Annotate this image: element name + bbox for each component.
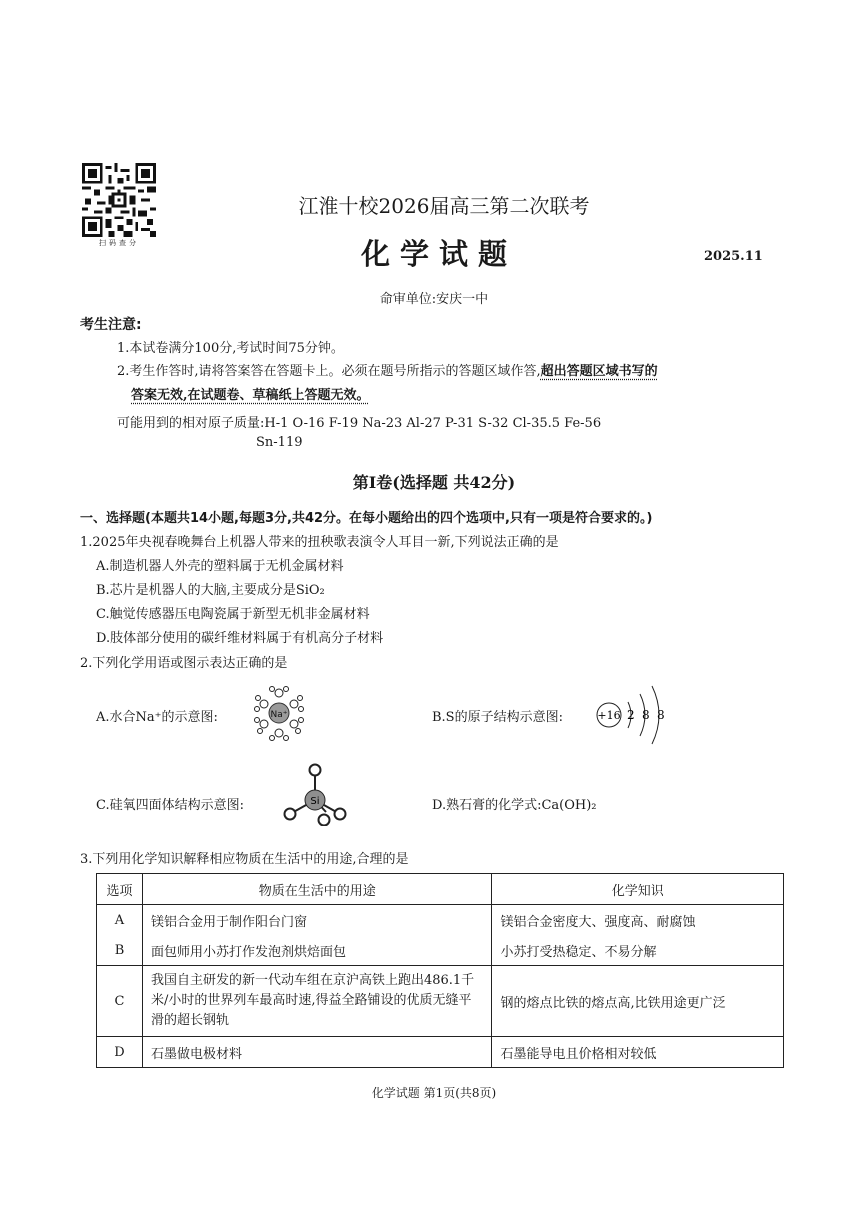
maker-unit: 命审单位:安庆一中 (379, 292, 489, 307)
atomic-masses-cont: Sn-119 (256, 435, 303, 450)
q1-option-b: B.芯片是机器人的大脑,主要成分是SiO₂ (96, 583, 325, 598)
q1-option-c: C.触觉传感器压电陶瓷属于新型无机非金属材料 (96, 607, 370, 622)
shell-2: 8 (642, 708, 650, 722)
shell-1: 2 (627, 708, 635, 722)
notice-item-2-emphasis: 超出答题区域书写的 (540, 364, 658, 379)
table-header: 化学知识 (492, 874, 784, 905)
notice-item-2-text: 2.考生作答时,请将答案答在答题卡上。必须在题号所指示的答题区域作答, (117, 364, 541, 379)
atomic-masses: 可能用到的相对原子质量:H-1 O-16 F-19 Na-23 Al-27 P-31 S-32 Cl-35.5 Fe-56 (117, 416, 602, 431)
table-row (97, 905, 784, 936)
row-knowledge: 小苏打受热稳定、不易分解 (492, 935, 784, 966)
row-knowledge: 石墨能导电且价格相对较低 (492, 1037, 784, 1068)
subject-title: 化学试题 (360, 237, 517, 271)
section-heading: 一、选择题(本题共14小题,每题3分,共42分。在每小题给出的四个选项中,只有一项是符合要求的。) (80, 511, 653, 526)
row-option: B (97, 935, 143, 966)
table-row (97, 1037, 784, 1068)
nucleus-label: +16 (597, 709, 621, 722)
notice-item-2-cont: 答案无效,在试题卷、草稿纸上答题无效。 (131, 388, 370, 403)
q2-option-b: B.S的原子结构示意图: (432, 710, 563, 725)
part-title: 第Ⅰ卷(选择题 共42分) (352, 473, 516, 492)
row-use: 面包师用小苏打作发泡剂烘焙面包 (142, 935, 491, 966)
q2-option-a: A.水合Na⁺的示意图: (96, 710, 218, 725)
exam-name: 江淮十校2026届高三第二次联考 (298, 194, 590, 218)
notice-item-1: 1.本试卷满分100分,考试时间75分钟。 (117, 341, 344, 356)
si-o-tetrahedron-diagram (278, 760, 350, 826)
q1-option-d: D.肢体部分使用的碳纤维材料属于有机高分子材料 (96, 631, 384, 646)
row-use: 石墨做电极材料 (142, 1037, 491, 1068)
q2-option-c: C.硅氧四面体结构示意图: (96, 798, 244, 813)
na-ion-label: Na⁺ (270, 710, 288, 720)
notice-heading: 考生注意: (80, 317, 142, 333)
page-footer: 化学试题 第1页(共8页) (371, 1086, 497, 1100)
row-use: 镁铝合金用于制作阳台门窗 (142, 905, 491, 936)
hydrated-na-diagram (248, 683, 310, 743)
q3-table (96, 873, 784, 1068)
notice-item-2 (117, 360, 658, 379)
q3-stem: 3.下列用化学知识解释相应物质在生活中的用途,合理的是 (80, 852, 409, 867)
row-option: A (97, 905, 143, 936)
si-label: Si (310, 796, 320, 807)
q2-option-d: D.熟石膏的化学式:Ca(OH)₂ (432, 798, 597, 813)
table-row (97, 966, 784, 1037)
q1-stem: 1.2025年央视春晚舞台上机器人带来的扭秧歌表演令人耳目一新,下列说法正确的是 (80, 535, 559, 550)
table-header-row (97, 874, 784, 905)
row-option: D (97, 1037, 143, 1068)
exam-date: 2025.11 (704, 249, 763, 264)
row-knowledge: 钢的熔点比铁的熔点高,比铁用途更广泛 (492, 966, 784, 1037)
shell-3: 8 (657, 708, 665, 722)
row-use: 我国自主研发的新一代动车组在京沪高铁上跑出486.1千米/小时的世界列车最高时速,得益全路铺设的优质无缝平滑的超长钢轨 (142, 966, 491, 1037)
table-header: 物质在生活中的用途 (142, 874, 491, 905)
row-option: C (97, 966, 143, 1037)
q2-stem: 2.下列化学用语或图示表达正确的是 (80, 656, 288, 671)
table-header: 选项 (97, 874, 143, 905)
sulfur-atom-diagram (592, 680, 672, 750)
table-row (97, 935, 784, 966)
row-knowledge: 镁铝合金密度大、强度高、耐腐蚀 (492, 905, 784, 936)
qr-caption: 扫码查分 (99, 239, 139, 247)
q1-option-a: A.制造机器人外壳的塑料属于无机金属材料 (96, 559, 344, 574)
